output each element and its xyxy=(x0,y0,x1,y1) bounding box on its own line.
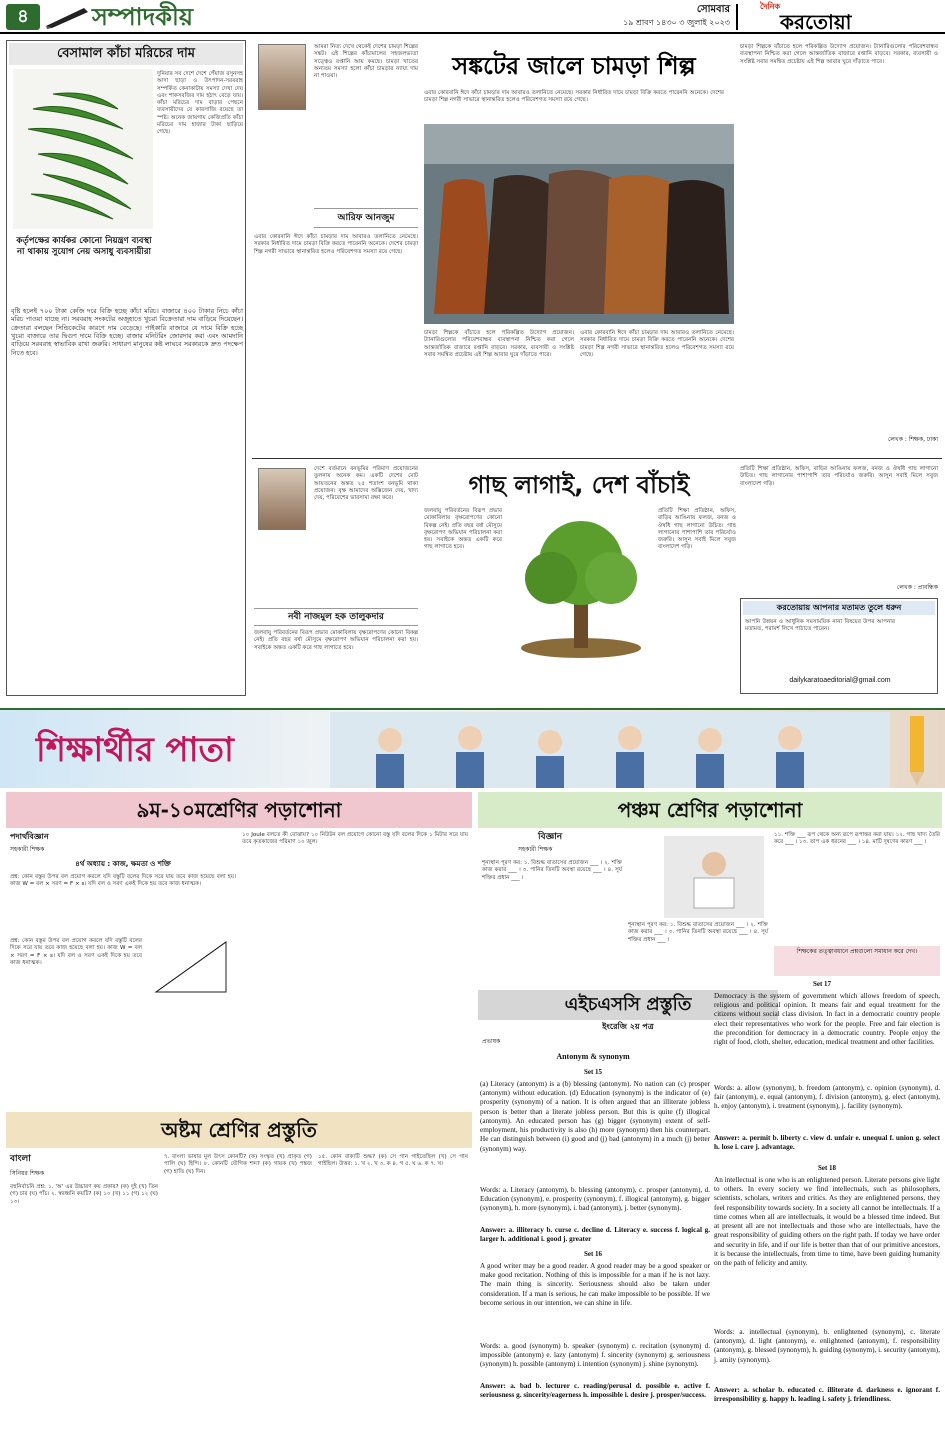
section-8-col1: বহুনির্বাচনি প্রশ্ন: ১. 'অ' এর উচ্চারণ কয় প্রকার? (ক) দুই (খ) তিন (গ) চার (ঘ) পাঁচ। ২. স্বরধ্বনি কয়টি? (ক) ১০ (খ) ১১ (গ) ১২ (ঘ) ১৩। xyxy=(10,1184,158,1205)
section-5-subject: বিজ্ঞান xyxy=(538,832,563,842)
editorial-caption: কর্তৃপক্ষের কার্যকর কোনো নিয়ন্ত্রণ ব্যবস্থা না থাকায় সুযোগ নেয় অসাধু ব্যবসায়ীরা xyxy=(16,236,152,258)
brand-small: দৈনিক xyxy=(760,2,781,11)
pencil-icon xyxy=(892,712,942,788)
section-8-teacher: সিনিয়র শিক্ষক xyxy=(10,1170,45,1177)
author-photo xyxy=(258,44,306,110)
editorial-box xyxy=(6,40,246,696)
divider-line xyxy=(252,458,942,459)
article-leather-signature: লেখক : শিক্ষক, ঢাকা xyxy=(887,436,938,443)
article-leather-col4: চামড়া শিল্পকে বাঁচাতে হলে পরিকল্পিত উদ্যোগ প্রয়োজন। ট্যানারিগুলোর পরিবেশবান্ধব ব্যবস্থাপনা নিশ্চিত করা গেলে আন্তর্জাতিক বাজারে রপ্তানি বাড়বে। সরকার, ব্যবসায়ী ও সংশ্লিষ্ট সবার সমন্বিত প্রচেষ্টায় এই শিল্প আবার ঘুরে দাঁড়াতে পারে। xyxy=(740,44,938,65)
article-leather xyxy=(252,40,942,456)
set15-text: (a) Literacy (antonym) is a (b) blessing (antonym). No nation can (c) prosper (antonym) without education. (d) Education (synonym) is the indicator of (e) prosperity (synonym) of a nation. It is often argued that an illiterate jobless person is better than a literate jobless person. But this is quite (f) illogical (antonym). An educated person has (g) bigger (synonym) extent of self-employment, his productivity is also (h) more (synonym) then his counterpart. He can distinguish between (i) good and (j) bad (antonym) in a much (j) better (synonym) way. xyxy=(480,1080,710,1153)
triangle-diagram xyxy=(146,932,236,1002)
section-9-10-subject: পদার্থবিজ্ঞান xyxy=(10,832,49,841)
section-hsc-title: এইচএসসি প্রস্তুতি xyxy=(478,990,778,1020)
editorial-body: বৃষ্টি হলেই ৭০০ টাকা কেজি দরে বিক্রি হচ্ছে কাঁচা মরিচ। বাজারে ৪০০ টাকার নিচে কাঁচা মরিচ পাওয়া যাচ্ছে না। সরবরাহ সংকটের অজুহাতে খুচরা বিক্রেতারা দাম বাড়িয়ে দিয়েছেন। ক্রেতারা বলছেন সিন্ডিকেটের কারণে দাম বেড়েছে। পাইকারি বাজারে যে দামে বিক্রি হচ্ছে খুচরা বাজারে তার দ্বিগুণ দামে বিক্রি হচ্ছে। বাজার মনিটরিং জোরদার করা এবং আমদানি বাড়িয়ে সরবরাহ স্বাভাবিক রাখা জরুরি। সাধারণ মানুষের কষ্ট লাঘবে সরকারকে দ্রুত পদক্ষেপ নিতে হবে। xyxy=(11,307,243,357)
set15-words: Words: a. Literacy (antonym), b. blessing (antonym), c. prosper (antonym), d. Education (synonym), e. prosperity (synonym), f. illogical (antonym), g. bigger (synonym), h. more (synonym), i. bad (antonym), j. better (synonym). xyxy=(480,1186,710,1213)
set15-answer: Answer: a. illiteracy b. curse c. decline d. Literacy e. success f. logical g. larger h. additional i. good j. greater xyxy=(480,1226,710,1244)
set17-answer: Answer: a. permit b. liberty c. view d. unfair e. unequal f. union g. select h. lose i. care j. advantage. xyxy=(714,1134,940,1152)
section-title: সম্পাদকীয় xyxy=(92,2,194,31)
page-header xyxy=(0,0,945,34)
brand-logo: করতোয়া xyxy=(780,10,852,34)
section-9-10-title: ৯ম-১০মশ্রেণির পড়াশোনা xyxy=(6,792,472,828)
section-9-10-teacher: সহকারী শিক্ষক xyxy=(10,846,45,853)
set18-label: Set 18 xyxy=(817,1164,837,1172)
set17-label: Set 17 xyxy=(812,980,832,988)
notice-box xyxy=(740,598,938,694)
article-leather-author: আরিফ আনজুম xyxy=(314,208,418,228)
set16-answer: Answer: a. bad b. lecturer c. reading/perusal d. possible e. active f. seriousness g. sincerity/eagerness h. impossible i. desire j. prosper/success. xyxy=(480,1382,710,1400)
section-5-note: শিক্ষকের তত্ত্বাবধানে প্রশ্নগুলো সমাধান করে দেখ। xyxy=(774,946,940,976)
section-hsc xyxy=(478,980,942,1450)
section-9-10-chapter: ৪র্থ অধ্যায় : কাজ, ক্ষমতা ও শক্তি xyxy=(75,860,171,868)
notice-email[interactable]: dailykaratoaeditorial@gmail.com xyxy=(789,677,891,684)
article-trees-intro: দেশে বর্তমানে বনভূমির পরিমাণ প্রয়োজনের তুলনায় অনেক কম। একটি দেশের মোট আয়তনের অন্তত ২৫ শতাংশ বনভূমি থাকা প্রয়োজন। বৃক্ষ আমাদের অক্সিজেন দেয়, খাদ্য দেয়, পরিবেশের ভারসাম্য রক্ষা করে। xyxy=(314,466,418,502)
section-8 xyxy=(6,1112,472,1450)
chili-image xyxy=(13,69,153,229)
section-8-subject: বাংলা xyxy=(10,1154,31,1164)
students-photo xyxy=(330,712,890,788)
student-banner-title: শিক্ষার্থীর পাতা xyxy=(36,730,234,770)
section-8-col3: ১৫. কোন বাক্যটি শুদ্ধ? (ক) সে গান গাইতেছিল (খ) সে গান গাইছিল। উত্তর: ১. খ ২. খ ৩. ক ৪. গ ৫. ঘ ৬. ক ৭. খ। xyxy=(318,1154,468,1168)
header-date: ১৯ শ্রাবণ ১৪৩০ ৩ জুলাই ২০২৩ xyxy=(623,18,730,27)
section-9-10-body: প্রশ্ন: কোন বস্তুর উপর বল প্রয়োগ করলে যদি বস্তুটি বলের দিকে সরে যায় তবে কাজ হয়েছে বলা হয়। কাজ W = বল × সরণ = F × s। যদি বল ও সরণ একই দিকে হয় তবে কাজ ধনাত্মক। xyxy=(10,874,236,888)
header-divider xyxy=(736,4,738,30)
leather-image xyxy=(424,124,734,324)
page-number: ৪ xyxy=(6,4,40,30)
article-leather-title: সঙ্কটের জালে চামড়া শিল্প xyxy=(452,52,696,80)
set18-answer: Answer: a. scholar b. educated c. illiterate d. darkness e. ignorant f. irresponsibility g. happy h. leading i. safety j. friendliness. xyxy=(714,1386,940,1404)
section-5-body: শূন্যস্থান পূরণ কর: ১. বিশুদ্ধ বাতাসের প্রয়োজন ___ । ২. শক্তি কাজ করার ___ । ৩. পানির তিনটি অবস্থা রয়েছে ___ । ৪. সূর্য শক্তির প্রধান ___ । xyxy=(482,860,622,881)
editorial-title: বেসামাল কাঁচা মরিচের দাম xyxy=(9,43,243,65)
section-9-10-col2: ১০ Joule বলতে কী বোঝায়? ১০ নিউটন বল প্রয়োগে কোনো বস্তু যদি বলের দিকে ১ মিটার সরে যায় তবে কৃতকাজের পরিমাণ ১০ জুল। xyxy=(242,832,468,846)
section-8-title: অষ্টম শ্রেণির প্রস্তুতি xyxy=(6,1112,472,1148)
header-day: সোমবার xyxy=(696,4,730,15)
section-hsc-subject: ইংরেজি ২য় পত্র xyxy=(602,1022,654,1031)
set16-text: A good writer may be a good reader. A good reader may be a good speaker or make good recitation. Nothing of this is impossible for a man if he is not lazy. The main thing is sincerity. Seriousness should also be taken under consideration. If a man is serious, he can make impossible to be possible. If we become serious in our intention, we can shine in life. xyxy=(480,1262,710,1307)
article-leather-intro: আমরা নিত্য দেখে থেকেই দেশের চামড়া শিল্পের সঙ্কট। এই শিল্পের কাঁচামালের সহজলভ্যতা সত্ত্বেও রপ্তানি আয় কমছে। চামড়া খাতের অন্যতম সমস্যা হলো কাঁচা চামড়ার ন্যায্য দাম না পাওয়া। xyxy=(314,44,418,80)
article-leather-col2: চামড়া শিল্পকে বাঁচাতে হলে পরিকল্পিত উদ্যোগ প্রয়োজন। ট্যানারিগুলোর পরিবেশবান্ধব ব্যবস্থাপনা নিশ্চিত করা গেলে আন্তর্জাতিক বাজারে রপ্তানি বাড়বে। সরকার, ব্যবসায়ী ও সংশ্লিষ্ট সবার সমন্বিত প্রচেষ্টায় এই শিল্প আবার ঘুরে দাঁড়াতে পারে। xyxy=(424,330,574,358)
student-banner xyxy=(0,708,945,788)
section-5-teacher: সহকারী শিক্ষক xyxy=(518,846,553,853)
section-9-10-formulas: প্রশ্ন: কোন বস্তুর উপর বল প্রয়োগ করলে যদি বস্তুটি বলের দিকে সরে যায় তবে কাজ হয়েছে বলা হয়। কাজ W = বল × সরণ = F × s। যদি বল ও সরণ একই দিকে হয় তবে কাজ ধনাত্মক। xyxy=(10,938,142,966)
article-leather-col3: এবার কোরবানি ঈদে কাঁচা চামড়ার দাম আবারও তলানিতে নেমেছে। সরকার নির্ধারিত দামে চামড়া বিক্রি করতে পারেননি অনেকে। দেশের চামড়া শিল্প নগরী সাভারে স্থানান্তরিত হলেও পরিবেশগত সমস্যা রয়ে গেছে। xyxy=(580,330,734,358)
section-hsc-topic: Antonym & synonym xyxy=(556,1052,630,1061)
section-5-side: ১১. শক্তি ___ রূপ থেকে অন্য রূপে রূপান্তর করা যায়। ১২. গাছ খাদ্য তৈরি করে ___ । ১৩. তাপ এক ধরনের ___ । ১৪. মাটি দূষণের কারণ ___ । xyxy=(774,832,940,846)
set17-words: Words: a. allow (synonym), b. freedom (antonym), c. opinion (synonym), d. fair (antonym), e. equal (antonym), f. division (antonym), g. elect (antonym), h. enjoy (antonym), i. treatment (synonym), j. facility (synonym). xyxy=(714,1084,940,1111)
article-trees-title: গাছ লাগাই, দেশ বাঁচাই xyxy=(468,471,690,499)
set16-label: Set 16 xyxy=(583,1250,603,1258)
set18-words: Words: a. intellectual (synonym), b. enlightened (synonym), c. literate (antonym), d. light (antonym), e. enlightened (antonym), f. responsibility (antonym), g. blessed (synonym), h. guiding (synonym), i. security (antonym), j. amity (synonym). xyxy=(714,1328,940,1364)
notice-body: আপনি উন্নয়ন ও আধুনিক সমসাময়িক নানা বিষয়ের উপর আপনার মতামত, পরামর্শ লিখে পাঠাতে পারেন। xyxy=(745,619,895,633)
set15-label: Set 15 xyxy=(583,1068,603,1076)
article-trees-col1: জলবায়ু পরিবর্তনের বিরূপ প্রভাব মোকাবিলায় বৃক্ষরোপণের কোনো বিকল্প নেই। প্রতি বছর বর্ষা মৌসুমে বৃক্ষরোপণ অভিযান পরিচালনা করা হয়। সবাইকে অন্তত একটি করে গাছ লাগাতে হবে। xyxy=(254,630,418,651)
section-9-10 xyxy=(6,792,472,1108)
set18-text: An intellectual is one who is an enlightened person. Literate persons give light to others. In every society we find intellectuals, such as philosophers, scientists, scholars, writers and critics. As they are enlightened persons, they feel responsibility towards society. In a society all cannot be intellectuals. If a time comes when all are intellectuals, it would be a blessed time indeed. But at present all are not intellectuals and those who are intellectuals, have the great responsibility of guiding others on the right path. If today we have order and security in life, and if our life is better than that of our primitive ancestors, it is because the intellectuals, from time to time, have been guiding humanity on the path of felicity and amity. xyxy=(714,1176,940,1267)
pen-icon xyxy=(44,4,90,30)
notice-title: করতোয়ায় আপনার মতামত তুলে ধরুন xyxy=(743,601,935,615)
section-5-title: পঞ্চম শ্রেণির পড়াশোনা xyxy=(478,792,942,828)
article-trees xyxy=(252,462,942,702)
article-trees-col2: জলবায়ু পরিবর্তনের বিরূপ প্রভাব মোকাবিলায় বৃক্ষরোপণের কোনো বিকল্প নেই। প্রতি বছর বর্ষা মৌসুমে বৃক্ষরোপণ অভিযান পরিচালনা করা হয়। সবাইকে অন্তত একটি করে গাছ লাগাতে হবে। xyxy=(424,508,502,551)
article-trees-col3: প্রতিটি শিক্ষা প্রতিষ্ঠান, অফিস, বাড়ির আঙিনায় ফলজ, বনজ ও ঔষধি গাছ লাগানো উচিত। গাছ লাগানোর পাশাপাশি তার পরিচর্যাও জরুরি। আসুন সবাই মিলে সবুজ বাংলাদেশ গড়ি। xyxy=(658,508,736,551)
student-study-photo xyxy=(664,836,764,918)
author-photo-2 xyxy=(258,468,306,530)
article-trees-col4: প্রতিটি শিক্ষা প্রতিষ্ঠান, অফিস, বাড়ির আঙিনায় ফলজ, বনজ ও ঔষধি গাছ লাগানো উচিত। গাছ লাগানোর পাশাপাশি তার পরিচর্যাও জরুরি। আসুন সবাই মিলে সবুজ বাংলাদেশ গড়ি। xyxy=(740,466,938,487)
article-trees-signature: লেখক : প্রাবন্ধিক xyxy=(896,584,938,591)
set16-words: Words: a. good (synonym) b. speaker (synonym) c. recitation (synonym) d. impossible (antonym) e. lazy (antonym) f. sincerity (synonym) g. seriousness (synonym) h. possible (antonym) i. intention (synonym) j. shine (synonym). xyxy=(480,1342,710,1369)
article-trees-author: নবী নাজমুল হক তালুকদার xyxy=(254,608,418,626)
editorial-intro: দুনিয়ার সব দেশে দেশে পেঁয়াজ রসুনসহ আদা ছাড়া ও উৎপাদন-সরবরাহ সম্পর্কিত কেনাকাটায় সমস্যা দেখা দেয় এবং শাকসবজির দাম হঠাৎ বেড়ে যায়। কাঁচা মরিচের দাম বাড়ার পেছনে ব্যবসায়ীদের যে কারসাজি রয়েছে তা স্পষ্ট। অনেক জায়গায় কেজিপ্রতি কাঁচা মরিচের দাম হাজার টাকা ছাড়িয়ে গেছে। xyxy=(157,71,243,136)
article-leather-lead: এবার কোরবানি ঈদে কাঁচা চামড়ার দাম আবারও তলানিতে নেমেছে। সরকার নির্ধারিত দামে চামড়া বিক্রি করতে পারেননি অনেকে। দেশের চামড়া শিল্প নগরী সাভারে স্থানান্তরিত হলেও পরিবেশগত সমস্যা রয়ে গেছে। xyxy=(424,90,724,104)
section-8-col2: ৭. বাংলা ভাষার মূল উৎস কোনটি? (ক) সংস্কৃত (খ) প্রাকৃত (গ) পালি (ঘ) হিন্দি। ৮. কোনটি যৌগিক শব্দ? (ক) গায়ক (খ) পঙ্কজ (গ) হাতি (ঘ) দিন। xyxy=(164,1154,312,1175)
section-5-mid: শূন্যস্থান পূরণ কর: ১. বিশুদ্ধ বাতাসের প্রয়োজন ___ । ২. শক্তি কাজ করার ___ । ৩. পানির তিনটি অবস্থা রয়েছে ___ । ৪. সূর্য শক্তির প্রধান ___ । xyxy=(628,922,768,943)
section-5 xyxy=(478,792,942,988)
article-leather-col1: এবার কোরবানি ঈদে কাঁচা চামড়ার দাম আবারও তলানিতে নেমেছে। সরকার নির্ধারিত দামে চামড়া বিক্রি করতে পারেননি অনেকে। দেশের চামড়া শিল্প নগরী সাভারে স্থানান্তরিত হলেও পরিবেশগত সমস্যা রয়ে গেছে। xyxy=(254,234,418,255)
tree-image xyxy=(506,508,656,668)
section-hsc-teacher: প্রভাষক xyxy=(482,1038,501,1045)
set17-text: Democracy is the system of government which allows freedom of speech, religious and political opinion. It means fair and equal treatment for the citizens without social class division. In fact in a democratic country people elect their representatives who work for the people. Free and fair election is the precondition for democracy in a democratic country. People enjoy the right of food, cloth, shelter, education, medical treatment and other facilities. xyxy=(714,992,940,1047)
